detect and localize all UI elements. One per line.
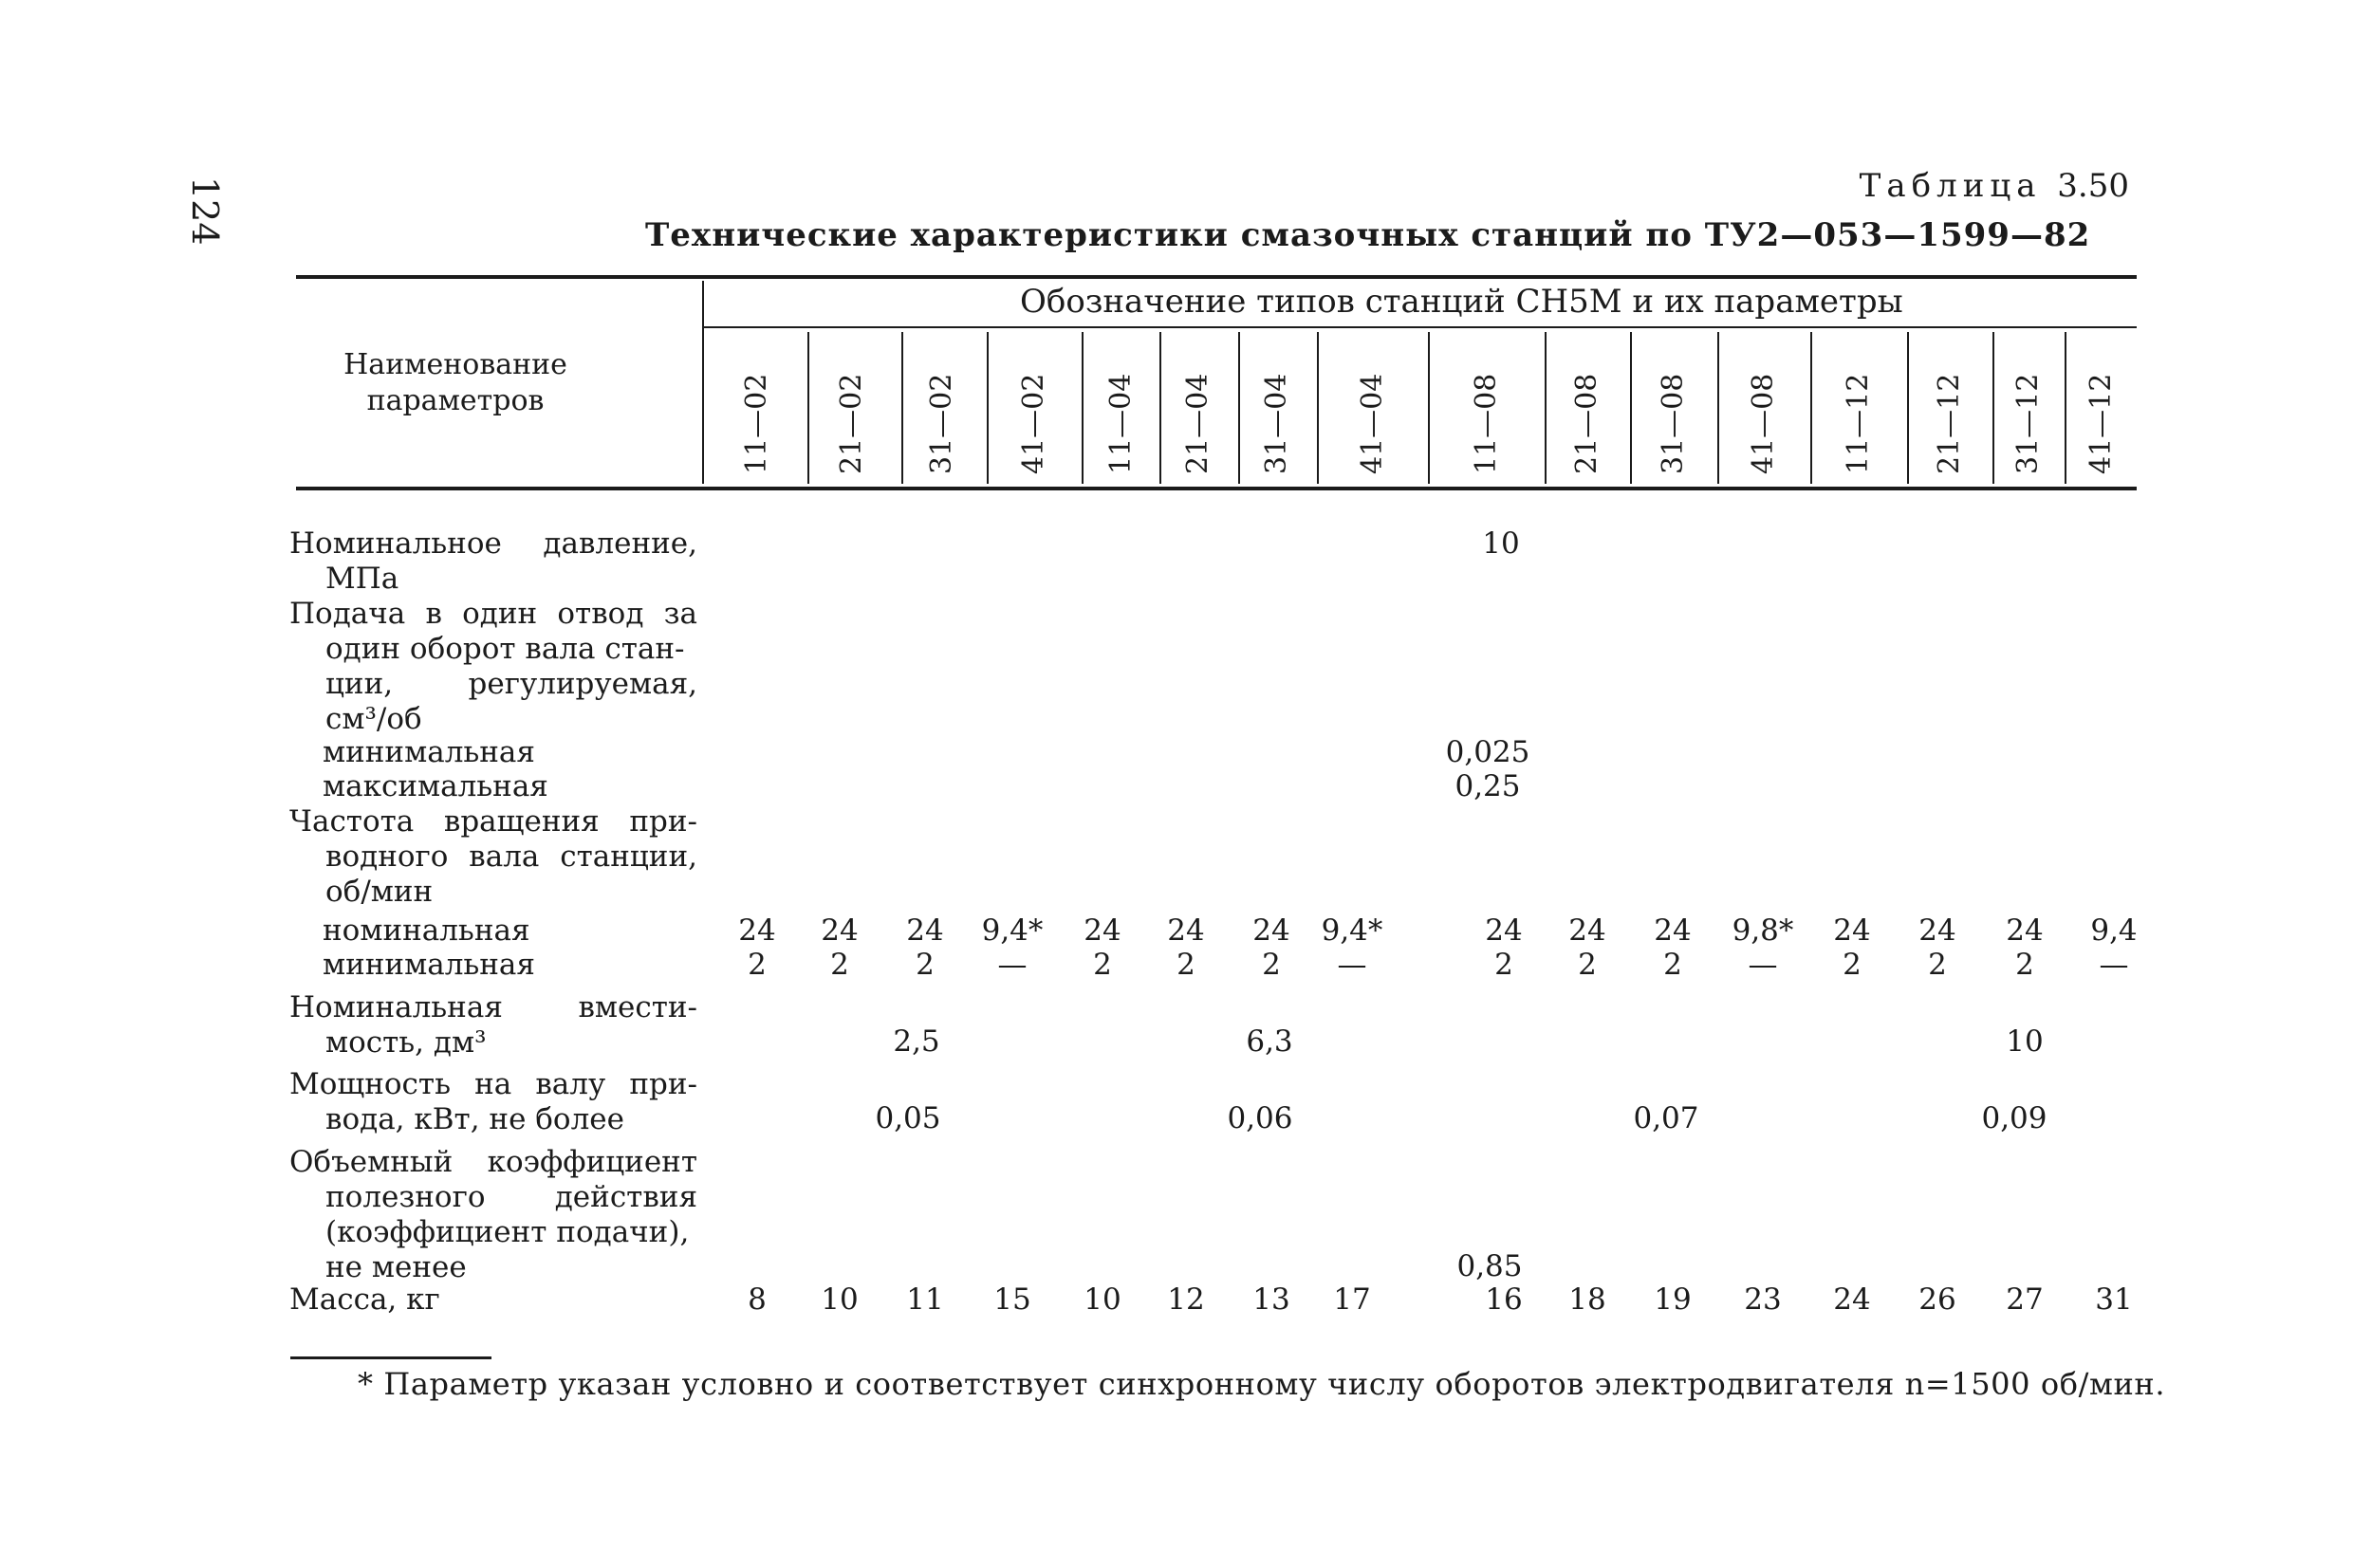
speed-nominal-value: 24 [1654,913,1692,948]
table-top-rule [296,275,2137,279]
col-divider [901,332,903,484]
group-header-rule [704,326,2137,328]
col-divider [1630,332,1632,484]
col-divider [1428,332,1430,484]
row-label-power [289,1067,697,1137]
table-title: Технические характеристики смазочных станций по ТУ2—053—1599—82 [645,216,2091,254]
speed-nom-label: номинальная [323,913,530,948]
header-bottom-rule [296,487,2137,490]
col-divider [1717,332,1719,484]
footnote-rule [290,1356,491,1359]
row-label-pressure [289,526,697,597]
speed-nominal-value: 9,8* [1732,913,1794,948]
power-value: 0,05 [875,1101,941,1135]
speed-minimal-value: 2 [1494,948,1513,982]
power-value: 0,06 [1227,1101,1293,1135]
power-label-line: Мощность на валу при- [289,1067,697,1101]
mass-value: 10 [821,1282,859,1317]
mass-value: 17 [1333,1282,1371,1317]
power-label-line: вода, кВт, не более [325,1102,624,1136]
speed-nominal-value: 24 [738,913,776,948]
efficiency-label-part: Объемный [289,1145,454,1179]
mass-value: 27 [2006,1282,2044,1317]
mass-value: 26 [1918,1282,1956,1317]
page-number: 124 [184,176,226,246]
param-column-header: Наименование параметров [343,348,567,417]
mass-value: 23 [1744,1282,1782,1317]
feed-max-value: 0,25 [1454,769,1521,803]
feed-label-line: Подача в один отвод за [289,597,697,631]
footnote: * Параметр указан условно и соответствует синхронному числу оборотов электродвигателя n=1500 об/мин. [358,1366,2166,1402]
speed-label-line: Частота вращения при- [289,804,697,839]
col-divider [1238,332,1240,484]
speed-min-label: минимальная [323,948,535,982]
row-label-capacity [289,990,697,1061]
table-label [1860,167,2129,205]
capacity-label-right: вмести- [578,990,697,1024]
speed-minimal-value: 2 [830,948,849,982]
row-label-feed [289,597,697,737]
capacity-label-left: Номинальная [289,990,503,1024]
mass-value: 18 [1568,1282,1606,1317]
mass-value: 12 [1167,1282,1205,1317]
pressure-label-unit: МПа [325,562,399,596]
mass-value: 24 [1833,1282,1871,1317]
speed-minimal-value: — [1748,948,1778,982]
pressure-value: 10 [1482,526,1520,561]
param-col-divider [702,281,704,484]
efficiency-label-line: не менее [325,1250,467,1284]
col-divider [1317,332,1319,484]
mass-value: 13 [1252,1282,1290,1317]
group-header: Обозначение типов станций СН5М и их параметры [1020,283,1903,321]
speed-minimal-value: 2 [748,948,767,982]
mass-value: 10 [1084,1282,1121,1317]
speed-nominal-value: 9,4 [2090,913,2138,948]
speed-nominal-value: 9,4* [1321,913,1383,948]
col-divider [1810,332,1812,484]
power-value: 0,07 [1633,1101,1699,1135]
col-divider [1082,332,1084,484]
row-label-mass: Масса, кг [289,1282,440,1317]
mass-value: 16 [1485,1282,1523,1317]
speed-nominal-value: 9,4* [981,913,1044,948]
speed-minimal-value: 2 [916,948,935,982]
speed-nominal-value: 24 [906,913,944,948]
efficiency-label-part: действия [554,1180,697,1214]
speed-nominal-value: 24 [1833,913,1871,948]
speed-nominal-value: 24 [1918,913,1956,948]
feed-min-label: минимальная [323,735,535,769]
mass-value: 15 [993,1282,1031,1317]
efficiency-label-part: полезного [325,1180,486,1214]
feed-min-value: 0,025 [1445,735,1530,769]
col-divider [1545,332,1547,484]
speed-minimal-value: 2 [1093,948,1112,982]
col-divider [1907,332,1909,484]
speed-minimal-value: 2 [1928,948,1947,982]
speed-minimal-value: 2 [2015,948,2034,982]
mass-value: 11 [906,1282,944,1317]
efficiency-value: 0,85 [1456,1249,1523,1283]
speed-minimal-value: 2 [1843,948,1862,982]
pressure-label-right: давление, [543,526,697,561]
speed-nominal-value: 24 [1568,913,1606,948]
capacity-value: 6,3 [1246,1024,1293,1059]
mass-value: 19 [1654,1282,1692,1317]
speed-label-line: об/мин [325,875,434,909]
col-divider [987,332,989,484]
col-divider [2065,332,2066,484]
mass-value: 31 [2095,1282,2133,1317]
speed-nominal-value: 24 [1084,913,1121,948]
table-number: 3.50 [2057,167,2129,205]
speed-nominal-value: 24 [821,913,859,948]
power-value: 0,09 [1981,1101,2047,1135]
efficiency-label-part: коэффициент [487,1145,697,1179]
col-divider [1159,332,1161,484]
feed-label-line: регулируемая, [468,667,697,701]
speed-minimal-value: 2 [1663,948,1682,982]
speed-minimal-value: — [997,948,1028,982]
feed-label-line: ции, [325,667,394,701]
col-divider [807,332,809,484]
speed-nominal-value: 24 [1485,913,1523,948]
capacity-value: 2,5 [893,1024,940,1059]
speed-label-line: водного вала станции, [325,839,697,874]
col-divider [1992,332,1994,484]
table-label-word: Таблица [1859,167,2042,205]
speed-nominal-value: 24 [1252,913,1290,948]
mass-value: 8 [748,1282,767,1317]
pressure-label-left: Номинальное [289,526,502,561]
speed-minimal-value: 2 [1262,948,1281,982]
capacity-value: 10 [2006,1024,2044,1059]
feed-label-line: один оборот вала стан- [325,632,685,666]
capacity-label-unit: мость, дм³ [325,1025,487,1060]
feed-max-label: максимальная [323,769,548,803]
speed-minimal-value: 2 [1578,948,1597,982]
speed-nominal-value: 24 [2006,913,2044,948]
speed-minimal-value: — [2099,948,2129,982]
row-label-efficiency [289,1145,697,1285]
feed-label-line: см³/об [325,702,422,736]
speed-nominal-value: 24 [1167,913,1205,948]
efficiency-label-line: (коэффициент подачи), [325,1215,690,1249]
speed-minimal-value: — [1337,948,1367,982]
row-label-speed [289,804,697,910]
speed-minimal-value: 2 [1176,948,1195,982]
